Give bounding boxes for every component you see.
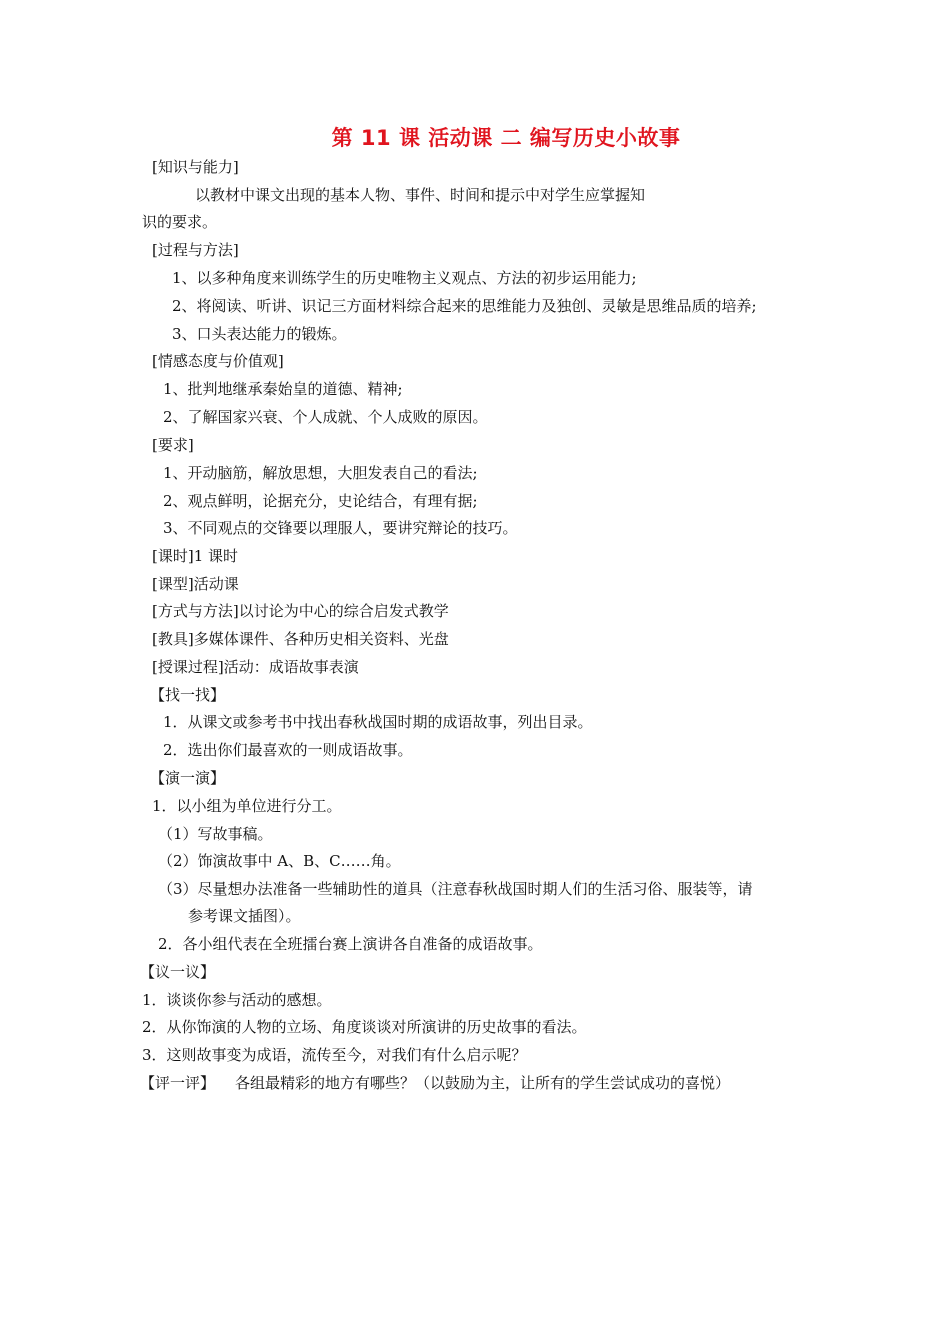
discuss-heading: 【议一议】 — [140, 963, 216, 981]
discuss-item: 1．谈谈你参与活动的感想。 — [142, 991, 332, 1009]
process-item: 2、将阅读、听讲、识记三方面材料综合起来的思维能力及独创、灵敏是思维品质的培养; — [172, 297, 757, 315]
review-text: 各组最精彩的地方有哪些？（以鼓励为主，让所有的学生尝试成功的喜悦） — [235, 1074, 731, 1092]
process-item: 3、口头表达能力的锻炼。 — [172, 325, 347, 343]
act-heading: 【演一演】 — [150, 769, 226, 787]
emotion-item: 1、批判地继承秦始皇的道德、精神; — [163, 380, 403, 398]
find-item: 1．从课文或参考书中找出春秋战国时期的成语故事，列出目录。 — [163, 713, 593, 731]
act-subitem: （3）尽量想办法准备一些辅助性的道具（注意春秋战国时期人们的生活习俗、服装等，请 — [158, 880, 753, 898]
review-heading: 【评一评】 — [140, 1074, 216, 1092]
knowledge-heading: [知识与能力] — [152, 158, 239, 176]
page-title: 第 11 课 活动课 二 编写历史小故事 — [331, 126, 681, 150]
requirements-item: 2、观点鲜明，论据充分，史论结合，有理有据; — [163, 492, 478, 510]
discuss-item: 3．这则故事变为成语，流传至今，对我们有什么启示呢？ — [142, 1046, 527, 1064]
knowledge-text-line-1: 以教材中课文出现的基本人物、事件、时间和提示中对学生应掌握知 — [195, 186, 646, 204]
act-subitem: （1）写故事稿。 — [158, 825, 273, 843]
act-item: 1．以小组为单位进行分工。 — [152, 797, 342, 815]
act-subitem: （2）饰演故事中 A、B、C……角。 — [158, 852, 401, 870]
find-heading: 【找一找】 — [150, 686, 226, 704]
act-subitem-continued: 参考课文插图）。 — [188, 907, 301, 925]
info-tools: [教具]多媒体课件、各种历史相关资料、光盘 — [152, 630, 449, 648]
info-hours: [课时]1 课时 — [152, 547, 239, 565]
discuss-item: 2．从你饰演的人物的立场、角度谈谈对所演讲的历史故事的看法。 — [142, 1018, 587, 1036]
emotion-heading: [情感态度与价值观] — [152, 352, 284, 370]
requirements-heading: [要求] — [152, 436, 194, 454]
requirements-item: 1、开动脑筋，解放思想，大胆发表自己的看法; — [163, 464, 478, 482]
requirements-item: 3、不同观点的交锋要以理服人，要讲究辩论的技巧。 — [163, 519, 518, 537]
find-item: 2．选出你们最喜欢的一则成语故事。 — [163, 741, 413, 759]
emotion-item: 2、了解国家兴衰、个人成就、个人成败的原因。 — [163, 408, 488, 426]
info-method: [方式与方法]以讨论为中心的综合启发式教学 — [152, 602, 449, 620]
process-item: 1、以多种角度来训练学生的历史唯物主义观点、方法的初步运用能力; — [172, 269, 637, 287]
info-type: [课型]活动课 — [152, 575, 239, 593]
knowledge-text-line-2: 识的要求。 — [142, 213, 218, 231]
act-item: 2．各小组代表在全班擂台赛上演讲各自准备的成语故事。 — [158, 935, 543, 953]
info-process: [授课过程]活动：成语故事表演 — [152, 658, 359, 676]
process-heading: [过程与方法] — [152, 241, 239, 259]
